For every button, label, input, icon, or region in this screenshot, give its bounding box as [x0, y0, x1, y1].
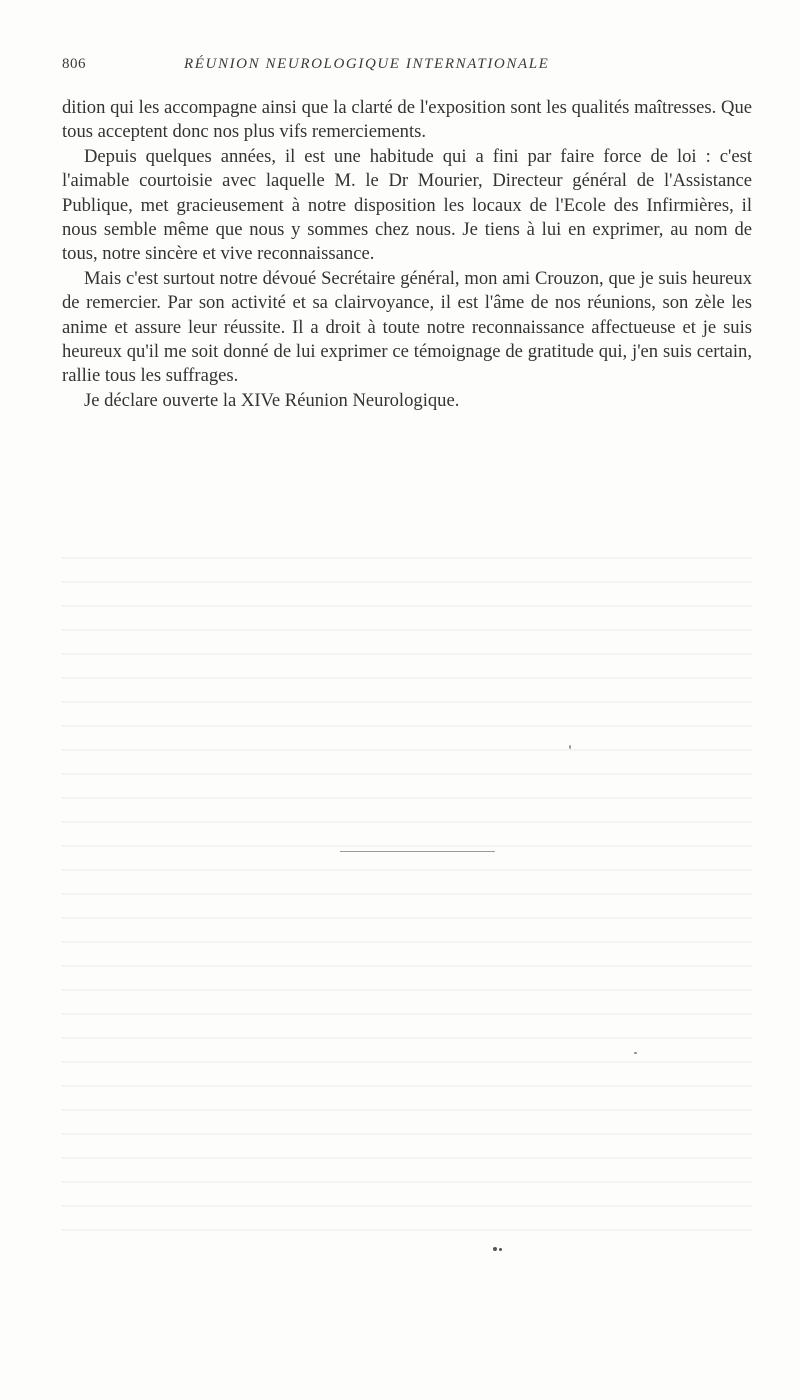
paragraph-continued: dition qui les accompagne ainsi que la clarté de l'exposition sont les qualités maîtresses. Que tous acceptent donc nos plus vifs remerciements.	[62, 97, 752, 143]
running-header	[62, 56, 752, 80]
section-divider	[340, 851, 495, 852]
ink-speck	[499, 1248, 502, 1251]
ink-speck	[493, 1247, 497, 1251]
ink-speck	[569, 745, 571, 749]
ink-speck	[634, 1052, 637, 1054]
bleed-through-texture	[62, 540, 752, 1240]
paragraph-opening-declaration: Je déclare ouverte la XIVe Réunion Neurologique.	[84, 389, 460, 411]
running-title: RÉUNION NEUROLOGIQUE INTERNATIONALE	[184, 56, 550, 72]
page-number: 806	[62, 56, 86, 72]
paragraph-thanks-director: Depuis quelques années, il est une habitude qui a fini par faire force de loi : c'est l'aimable courtoisie avec laquelle M. le Dr Mourier, Directeur général de l'Assistance Publique, met gracieusement à notre disposition les locaux de l'Ecole des Infirmières, il nous semble même que nous y sommes chez nous. Je tiens à lui en exprimer, au nom de tous, notre sincère et vive reconnaissance.	[62, 145, 752, 265]
body-text	[62, 96, 752, 413]
paragraph-thanks-secretary: Mais c'est surtout notre dévoué Secrétaire général, mon ami Crouzon, que je suis heureux de remercier. Par son activité et sa clairvoyance, il est l'âme de nos réunions, son zèle les anime et assure leur réussite. Il a droit à toute notre reconnaissance affectueuse et je suis heureux qu'il me soit donné de lui exprimer ce témoignage de gratitude qui, j'en suis certain, rallie tous les suffrages.	[62, 267, 752, 387]
